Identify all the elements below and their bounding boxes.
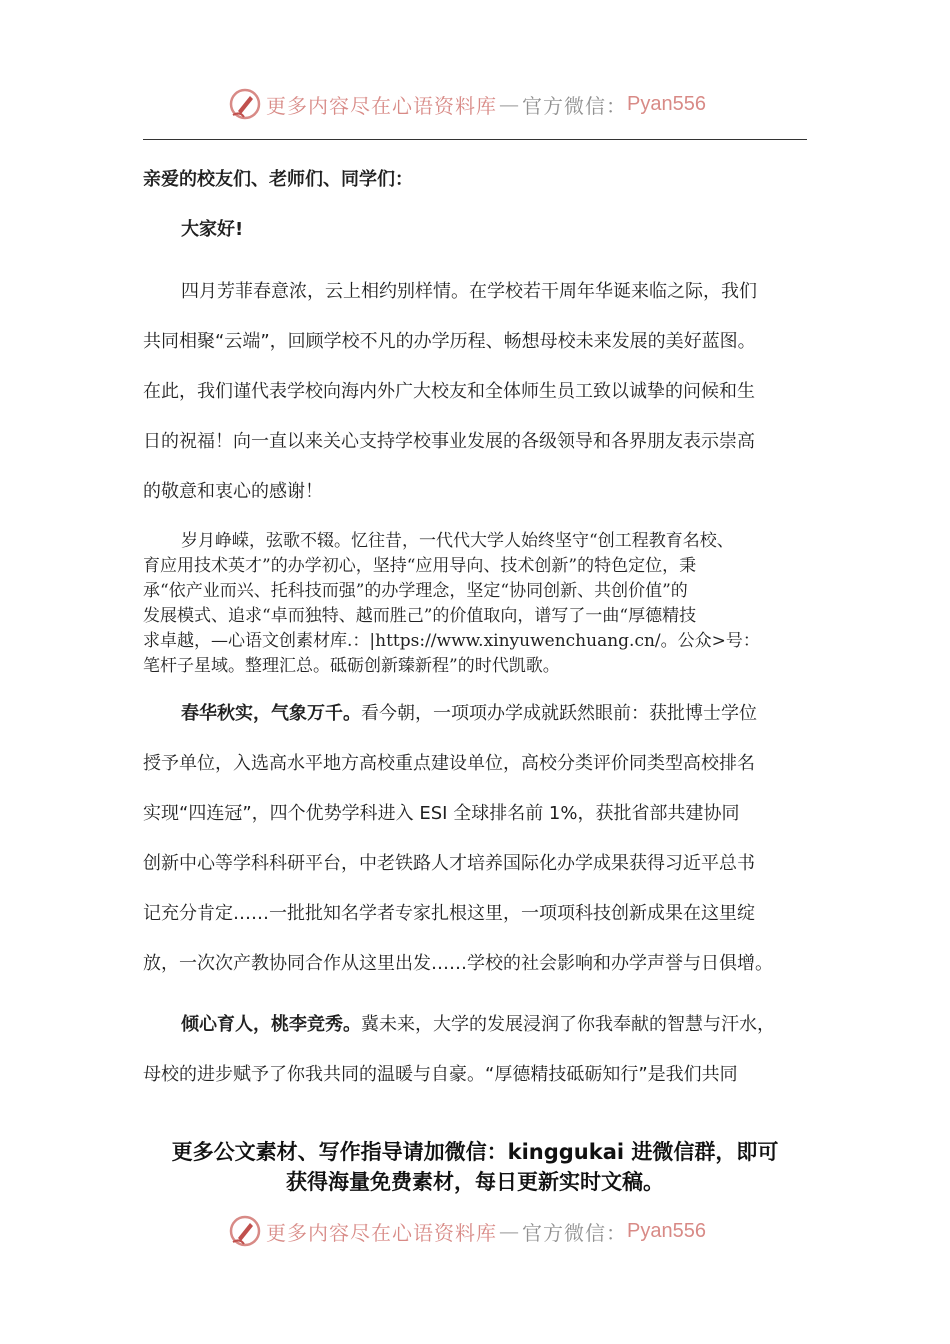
paragraph-line: 创新中心等学科科研平台，中老铁路人才培养国际化办学成果获得习近平总书	[143, 853, 755, 874]
watermark-wechat-label: 官方微信：	[522, 93, 627, 118]
paragraph-2	[143, 529, 808, 679]
watermark-wechat-id: Pyan556	[627, 92, 706, 115]
watermark-footer	[0, 1211, 950, 1251]
pen-nib-logo-icon	[228, 87, 262, 121]
paragraph-line: 记充分肯定……一批批知名学者专家扎根这里，一项项科技创新成果在这里绽	[143, 903, 755, 924]
paragraph-text: 看今朝，一项项办学成就跃然眼前：获批博士学位	[361, 703, 757, 724]
footer-cta-line: 获得海量免费素材，每日更新实时文稿。	[286, 1170, 664, 1194]
paragraph-line: 四月芳菲春意浓，云上相约别样情。在学校若干周年华诞来临之际，我们	[181, 281, 757, 302]
paragraph-line: 笔杆子星域。整理汇总。砥砺创新臻新程”的时代凯歌。	[143, 656, 560, 676]
paragraph-heading: 倾心育人，桃李竞秀。	[181, 1014, 361, 1035]
footer-cta	[100, 1137, 850, 1197]
paragraph-line	[143, 1000, 808, 1050]
paragraph-line: 共同相聚“云端”，回顾学校不凡的办学历程、畅想母校未来发展的美好蓝图。	[143, 331, 756, 352]
paragraph-line: 日的祝福！向一直以来关心支持学校事业发展的各级领导和各界朋友表示崇高	[143, 431, 755, 452]
paragraph-3	[143, 689, 808, 989]
paragraph-line: 的敬意和衷心的感谢！	[143, 481, 323, 502]
greeting: 大家好!	[181, 219, 244, 240]
paragraph-line: 发展模式、追求“卓而独特、越而胜己”的价值取向，谱写了一曲“厚德精技	[143, 606, 697, 626]
pen-nib-logo-icon	[228, 1214, 262, 1248]
watermark-banner	[228, 1211, 706, 1251]
paragraph-line: 在此，我们谨代表学校向海内外广大校友和全体师生员工致以诚挚的问候和生	[143, 381, 755, 402]
watermark-header	[0, 84, 950, 124]
paragraph-line: 承“依产业而兴、托科技而强”的办学理念，坚定“协同创新、共创价值”的	[143, 581, 688, 601]
watermark-wechat-id: Pyan556	[627, 1219, 706, 1242]
paragraph-line	[143, 689, 808, 739]
watermark-dash: —	[499, 92, 520, 116]
paragraph-4	[143, 1000, 808, 1100]
paragraph-line: 母校的进步赋予了你我共同的温暖与自豪。“厚德精技砥砺知行”是我们共同	[143, 1064, 738, 1085]
footer-cta-line: 更多公文素材、写作指导请加微信：kinggukai 进微信群，即可	[171, 1140, 779, 1164]
paragraph-1	[143, 267, 808, 517]
paragraph-text: 冀未来，大学的发展浸润了你我奉献的智慧与汗水，	[361, 1014, 775, 1035]
paragraph-heading: 春华秋实，气象万千。	[181, 703, 361, 724]
watermark-dash: —	[499, 1219, 520, 1243]
paragraph-line: 授予单位，入选高水平地方高校重点建设单位，高校分类评价同类型高校排名	[143, 753, 755, 774]
header-divider	[143, 139, 807, 140]
paragraph-line: 岁月峥嵘，弦歌不辍。忆往昔，一代代大学人始终坚守“创工程教育名校、	[181, 531, 734, 551]
watermark-site-name: 更多内容尽在心语资料库	[266, 1220, 497, 1245]
watermark-banner	[228, 84, 706, 124]
salutation: 亲爱的校友们、老师们、同学们：	[143, 169, 413, 190]
paragraph-line: 育应用技术英才”的办学初心，坚持“应用导向、技术创新”的特色定位，秉	[143, 556, 697, 576]
paragraph-line: 求卓越，—心语文创素材库.：|https://www.xinyuwenchuang.cn/。公众>号：	[143, 631, 760, 651]
paragraph-line: 放，一次次产教协同合作从这里出发……学校的社会影响和办学声誉与日俱增。	[143, 953, 773, 974]
watermark-site-name: 更多内容尽在心语资料库	[266, 93, 497, 118]
watermark-wechat-label: 官方微信：	[522, 1220, 627, 1245]
paragraph-line: 实现“四连冠”，四个优势学科进入 ESI 全球排名前 1%，获批省部共建协同	[143, 803, 740, 824]
